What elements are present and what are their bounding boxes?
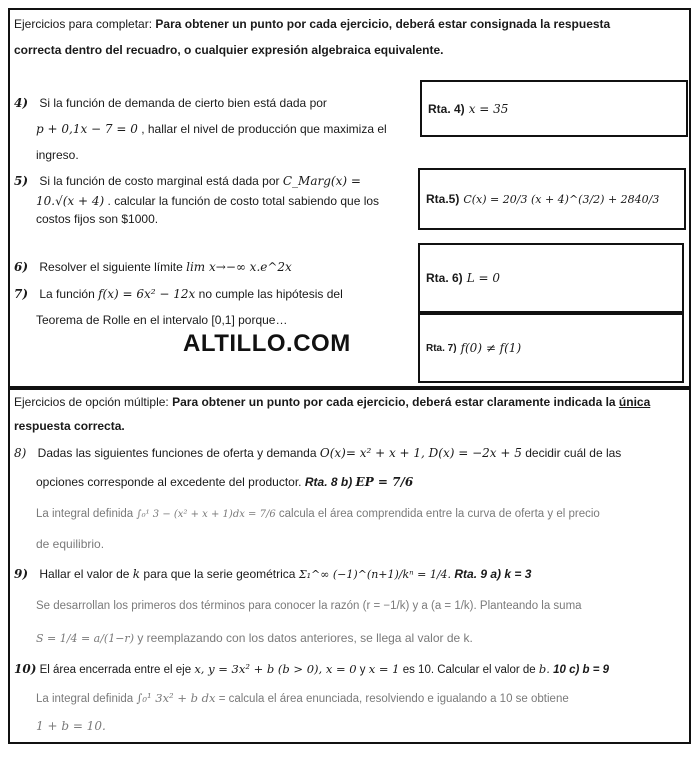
variable-b: b. (538, 662, 550, 676)
section2-instructions-cont: respuesta correcta. (14, 419, 125, 433)
exercise-text: opciones corresponde al excedente del productor. (36, 475, 302, 489)
exercise-text: no cumple las hipótesis del (198, 287, 343, 301)
integral-expression: ∫₀¹ 3x² + b dx (136, 691, 216, 705)
explanation-text: y reemplazando con los datos anteriores, se llega al valor de k. (137, 631, 473, 645)
exercise-text: Si la función de costo marginal está dada por (39, 174, 280, 188)
answer-value: f(0) ≠ f(1) (460, 341, 522, 355)
exercise-4-line2 (36, 121, 387, 137)
exercise-text: para que la serie geométrica (143, 567, 296, 581)
answer-box-4 (420, 80, 688, 137)
section2-intro-label: Ejercicios de opción múltiple: (14, 395, 169, 409)
exercise-text: Teorema de Rolle en el intervalo [0,1] porque… (36, 313, 288, 327)
answer-label: Rta. 7) (426, 342, 457, 354)
exercise-number: 4) (14, 96, 29, 110)
exercise-text: La función (39, 287, 95, 301)
exercise-text: Hallar el valor de (39, 567, 130, 581)
section1-instructions: Para obtener un punto por cada ejercicio, deberá estar consignada la respuesta (155, 17, 611, 31)
answer-value: 10 c) b = 9 (553, 664, 610, 676)
section2-intro-line1 (14, 394, 650, 410)
integral-expression: ∫₀¹ 3 − (x² + x + 1)dx = 7/6 (136, 509, 276, 520)
supply-demand-functions: O(x)= x² + x + 1, D(x) = −2x + 5 (319, 446, 522, 460)
explanation-text: calcula el área comprendida entre la curva de oferta y el precio (278, 508, 600, 520)
exercise-10-explanation (36, 690, 569, 707)
exercise-number: 5) (14, 174, 29, 188)
area-bound-x1: x = 1 (368, 662, 400, 676)
area-bounds: x, y = 3x² + b (b > 0), x = 0 (194, 662, 357, 676)
section1-intro-line1 (14, 16, 610, 32)
exercise-5 (14, 173, 361, 189)
exercise-text: Si la función de demanda de cierto bien está dada por (39, 96, 327, 110)
exercise-9 (14, 566, 531, 583)
marginal-cost-function: C_Marg(x) = (282, 174, 361, 188)
marginal-cost-expression: 10.√(x + 4) (36, 194, 105, 208)
exercise-number: 6) (14, 260, 29, 274)
exercise-text: ingreso. (36, 148, 79, 162)
exercise-7 (14, 286, 343, 302)
exercise-10 (14, 661, 609, 678)
answer-value: C(x) = 20/3 (x + 4)^(3/2) + 2840/3 (463, 192, 660, 206)
underlined-word: única (618, 395, 651, 409)
exercise-text: y (359, 664, 366, 676)
explanation-text: La integral definida (36, 508, 134, 520)
exercise-text: , hallar el nivel de producción que maximiza el (141, 122, 387, 136)
exercise-9-explanation2 (36, 630, 473, 647)
exercise-text: . calcular la función de costo total sabiendo que los (107, 194, 380, 208)
answer-box-7 (418, 313, 684, 383)
sum-formula: S = 1/4 = a/(1−r) (36, 632, 134, 645)
exercise-text: Resolver el siguiente límite (39, 260, 183, 274)
exercise-8 (14, 445, 621, 461)
exercise-4 (14, 95, 327, 111)
answer-label: Rta. 4) (428, 101, 465, 116)
answer-label: Rta. 6) (426, 271, 463, 285)
geometric-series: Σ₁^∞ (−1)^(n+1)/kⁿ = 1/4. (298, 568, 452, 581)
exercise-8-line2 (36, 474, 413, 490)
exercise-6 (14, 259, 292, 275)
explanation-text: = calcula el área enunciada, resolviendo e igualando a 10 se obtiene (218, 693, 569, 705)
explanation-text: La integral definida (36, 693, 134, 705)
answer-label: Rta. 8 b) (304, 475, 353, 489)
altillo-watermark: ALTILLO.COM (183, 330, 351, 357)
exercise-text: costos fijos son $1000. (36, 212, 159, 226)
exercise-number: 10) (14, 662, 37, 676)
section1-intro-label: Ejercicios para completar: (14, 17, 153, 31)
answer-value: L = 0 (466, 271, 500, 285)
exercise-number: 8) (14, 446, 27, 460)
exercise-8-explanation (36, 506, 600, 523)
answer-box-5 (418, 168, 686, 230)
variable-k: k (132, 567, 141, 581)
exercise-5-line2 (36, 193, 379, 209)
exercise-number: 9) (14, 567, 29, 581)
rolle-function: f(x) = 6x² − 12x (98, 287, 196, 301)
answer-label: Rta.5) (426, 192, 460, 206)
exercise-text: decidir cuál de las (525, 446, 622, 460)
answer-box-6 (418, 243, 684, 313)
section2-instructions: Para obtener un punto por cada ejercicio, deberá estar claramente indicada la (172, 395, 616, 409)
answer-value: x = 35 (468, 101, 509, 116)
explanation-text: de equilibrio. (36, 537, 105, 551)
section1-instructions-cont: correcta dentro del recuadro, o cualquier expresión algebraica equivalente. (14, 43, 444, 57)
exercise-number: 7) (14, 287, 29, 301)
answer-value: Rta. 9 a) k = 3 (454, 567, 532, 581)
final-equation: 1 + b = 10. (36, 719, 106, 733)
exercise-text: El área encerrada entre el eje (39, 664, 192, 676)
explanation-text: Se desarrollan los primeros dos términos para conocer la razón (r = −1/k) y a (a = 1/k). Planteando la suma (36, 600, 582, 612)
exercise-text: es 10. Calcular el valor de (402, 664, 536, 676)
limit-expression: lim x→−∞ x.e^2x (186, 260, 292, 274)
answer-value: EP = 7/6 (355, 475, 414, 489)
demand-equation: p + 0,1x − 7 = 0 (36, 122, 138, 136)
exercise-text: Dadas las siguientes funciones de oferta y demanda (37, 446, 317, 460)
